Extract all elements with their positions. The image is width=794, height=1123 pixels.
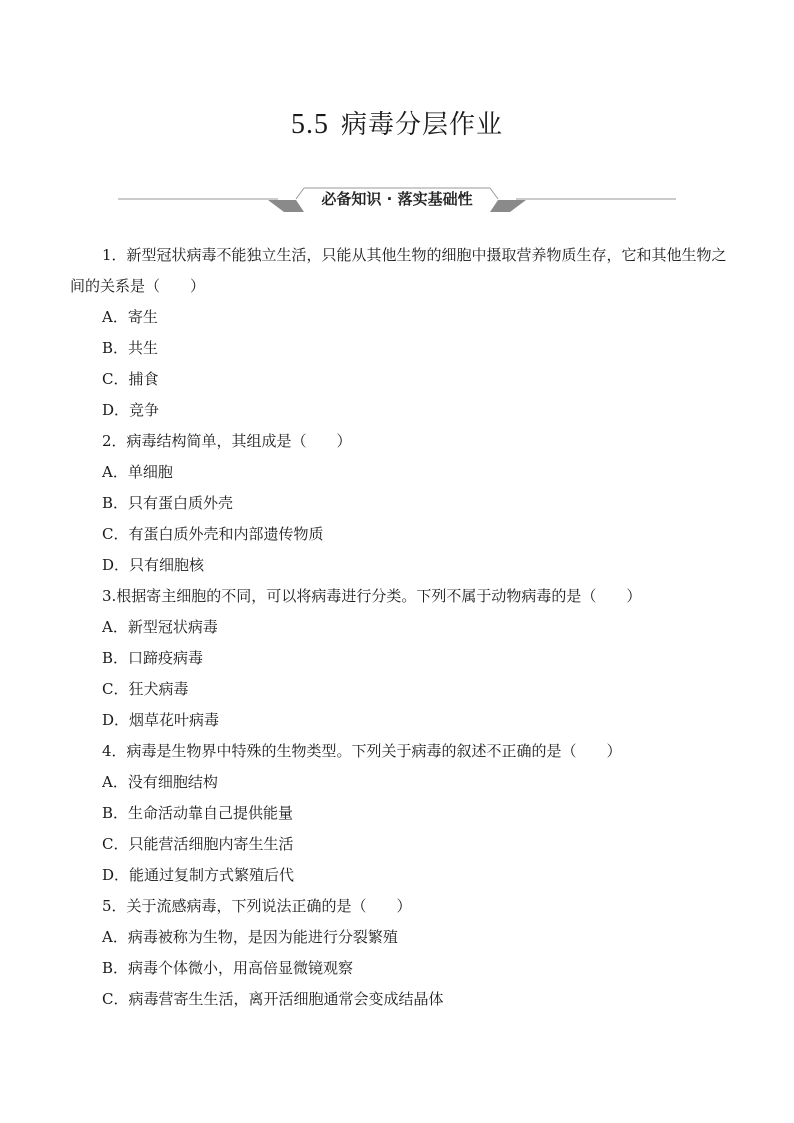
question-2-option-b: B．只有蛋白质外壳 <box>102 494 234 512</box>
question-5-option-a: A．病毒被称为生物，是因为能进行分裂繁殖 <box>102 928 398 946</box>
question-2-option-d: D．只有细胞核 <box>102 556 205 574</box>
question-1-option-a: A．寄生 <box>102 308 158 326</box>
question-4-option-d: D．能通过复制方式繁殖后代 <box>102 866 295 884</box>
lesson-number: 5.5 <box>290 109 329 140</box>
question-2-option-c: C．有蛋白质外壳和内部遗传物质 <box>102 525 324 543</box>
question-5-option-b: B．病毒个体微小，用高倍显微镜观察 <box>102 959 354 977</box>
question-5-option-c: C．病毒营寄生生活，离开活细胞通常会变成结晶体 <box>102 990 444 1008</box>
page-title <box>0 104 794 141</box>
question-3-option-d: D．烟草花叶病毒 <box>102 711 220 729</box>
question-3-stem: 3.根据寄主细胞的不同，可以将病毒进行分类。下列不属于动物病毒的是（ ） <box>102 587 642 605</box>
question-3-option-a: A．新型冠状病毒 <box>102 618 218 636</box>
question-2-option-a: A．单细胞 <box>102 463 173 481</box>
question-4-stem: 4．病毒是生物界中特殊的生物类型。下列关于病毒的叙述不正确的是（ ） <box>102 742 622 760</box>
section-banner <box>118 183 676 217</box>
question-list <box>70 240 730 1015</box>
question-1-option-c: C．捕食 <box>102 370 159 388</box>
question-3-option-b: B．口蹄疫病毒 <box>102 649 204 667</box>
question-5-stem: 5．关于流感病毒，下列说法正确的是（ ） <box>102 897 412 915</box>
question-1-stem: 1．新型冠状病毒不能独立生活，只能从其他生物的细胞中摄取营养物质生存，它和其他生物之间的关系是（ ） <box>70 246 727 295</box>
section-banner-label: 必备知识 · 落实基础性 <box>321 190 473 208</box>
question-4-option-c: C．只能营活细胞内寄生生活 <box>102 835 294 853</box>
question-3-option-c: C．狂犬病毒 <box>102 680 189 698</box>
question-1-option-b: B．共生 <box>102 339 159 357</box>
question-1-option-d: D．竞争 <box>102 401 160 419</box>
lesson-title: 病毒分层作业 <box>340 110 503 140</box>
question-4-option-b: B．生命活动靠自己提供能量 <box>102 804 294 822</box>
question-2-stem: 2．病毒结构简单，其组成是（ ） <box>102 432 352 450</box>
question-4-option-a: A．没有细胞结构 <box>102 773 218 791</box>
